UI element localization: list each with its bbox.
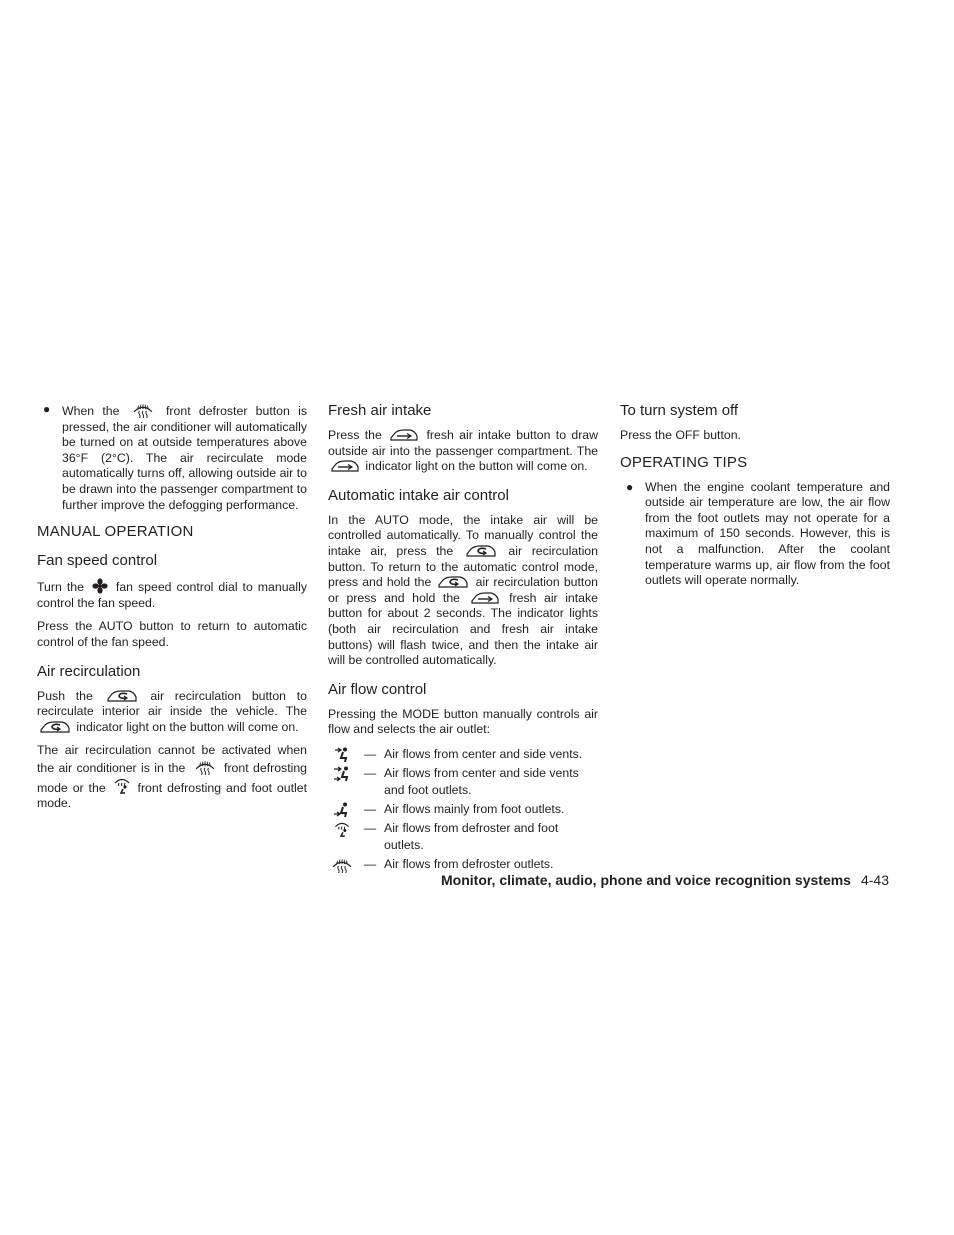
air-recirculation-icon (40, 720, 70, 734)
fan-speed-heading: Fan speed control (37, 552, 158, 570)
air-flow-paragraph: Pressing the MODE button manually controls air flow and selects the air outlet: (328, 706, 598, 737)
bullet-dot: ● (43, 402, 51, 416)
manual-operation-heading: MANUAL OPERATION (37, 523, 194, 541)
fresh-air-icon (331, 459, 359, 473)
column-left (37, 400, 307, 820)
front-defroster-icon (131, 402, 155, 418)
system-off-heading: To turn system off (620, 402, 739, 419)
column-right (620, 400, 890, 597)
vent-center-icon (328, 746, 356, 763)
defroster-bullet (37, 402, 307, 513)
system-off-paragraph: Press the OFF button. (620, 428, 741, 442)
fresh-air-heading: Fresh air intake (328, 402, 432, 419)
page-number: 4-43 (860, 872, 889, 888)
air-flow-heading: Air flow control (328, 680, 427, 698)
list-item: — Air flows mainly from foot outlets. (328, 801, 598, 818)
auto-intake-paragraph: In the AUTO mode, the intake air will be controlled automatically. To manually control the intake air, press the air recirculation button. To return to the automatic control mode, press and hold the air recirculation button or press and hold the fresh air intake button for about 2 seconds. The indicator lights (both air recirculation and fresh air intake buttons) will flash twice, and then the intake air will be controlled automatically. (328, 512, 599, 668)
bullet-text: front defroster button is pressed, the air conditioner will automatically be turned on at outside temperatures above 36°F (2°C). The air recirculate mode automatically turns off, allowing outside air to be drawn into the passenger compartment to further improve the defogging performance. (62, 404, 307, 512)
list-item: — Air flows from center and side vents and foot outlets. (328, 765, 598, 799)
defrost-foot-icon (114, 777, 130, 795)
list-item: — Air flows from defroster outlets. (328, 856, 598, 873)
auto-fan-paragraph: Press the AUTO button to return to automatic control of the fan speed. (37, 619, 307, 649)
list-item: — Air flows from center and side vents. (328, 746, 598, 763)
air-recirculation-icon (107, 689, 137, 703)
auto-intake-heading: Automatic intake air control (328, 486, 509, 504)
operating-tips-bullet: ● When the engine coolant temperature and outside air temperature are low, the air flow from the foot outlets may not operate for a maximum of 150 seconds. However, this is not a malfunction. After the coolant temperature warms up, air flow from the foot outlets will operate normally. (620, 480, 890, 589)
operating-tips-heading: OPERATING TIPS (620, 453, 748, 471)
air-recirculation-heading: Air recirculation (37, 662, 141, 680)
defrost-foot-icon (328, 820, 356, 854)
air-recirculation-icon (466, 544, 496, 558)
air-flow-list (328, 746, 598, 873)
fan-speed-paragraph: Turn the fan speed control dial to manually control the fan speed. (37, 580, 308, 610)
fresh-air-paragraph: Press the fresh air intake button to draw outside air into the passenger compartment. The indicator light on the button will come on. (328, 428, 599, 474)
column-middle (328, 400, 598, 875)
bullet-text: When the (62, 404, 120, 418)
chapter-title: Monitor, climate, audio, phone and voice recognition systems (441, 872, 851, 888)
page-footer (0, 872, 889, 888)
list-item: — Air flows from defroster and foot outlets. (328, 820, 598, 854)
front-defroster-icon (328, 856, 356, 873)
bullet-dot: ● (626, 479, 634, 494)
fan-icon (92, 578, 108, 594)
fresh-air-icon (390, 428, 418, 442)
air-recirculation-icon (438, 575, 468, 589)
vent-center-foot-icon (328, 765, 356, 799)
foot-outlet-icon (328, 801, 356, 818)
recirculation-limit-paragraph: The air recirculation cannot be activated when the air conditioner is in the front defrosting mode or the front defrosting and foot outlet mode. (37, 743, 308, 811)
fresh-air-icon (471, 591, 499, 605)
recirculation-paragraph: Push the air recirculation button to recirculate interior air inside the vehicle. The indicator light on the button will come on. (37, 688, 308, 734)
front-defroster-icon (193, 759, 217, 775)
